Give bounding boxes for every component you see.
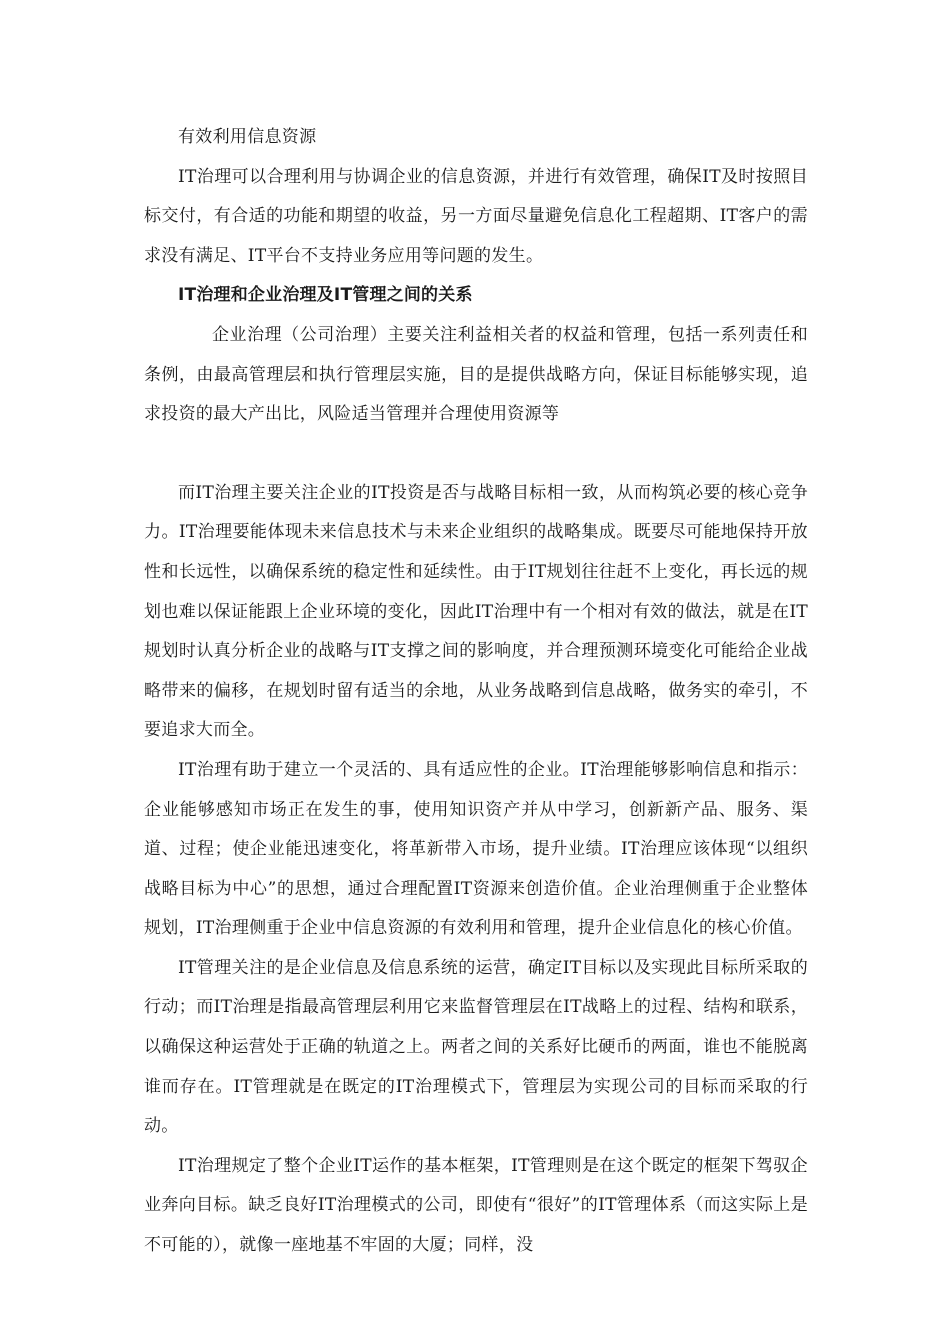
section-subtitle: 有效利用信息资源 — [178, 127, 317, 147]
paragraph-4: IT治理有助于建立一个灵活的、具有适应性的企业。IT治理能够影响信息和指示：企业能够感知市场正在发生的事，使用知识资产并从中学习，创新新产品、服务、渠道、过程；使企业能迅速变化，将革新带入市场，提升业绩。IT治理应该体现“以组织战略目标为中心”的思想，通过合理配置IT资源来创造价值。企业治理侧重于企业整体规划，IT治理侧重于企业中信息资源的有效利用和管理，提升企业信息化的核心价值。 — [144, 759, 808, 939]
paragraph-2: 企业治理（公司治理）主要关注利益相关者的权益和管理，包括一系列责任和条例，由最高管理层和执行管理层实施，目的是提供战略方向，保证目标能够实现，追求投资的最大产出比，风险适当管理并合理使用资源等 — [144, 324, 808, 425]
paragraph-6: IT治理规定了整个企业IT运作的基本框架，IT管理则是在这个既定的框架下驾驭企业奔向目标。缺乏良好IT治理模式的公司，即使有“很好”的IT管理体系（而这实际上是不可能的），就像一座地基不牢固的大厦；同样，没 — [144, 1155, 808, 1256]
blank-line — [144, 435, 808, 474]
paragraph-5: IT管理关注的是企业信息及信息系统的运营，确定IT目标以及实现此目标所采取的行动；而IT治理是指最高管理层利用它来监督管理层在IT战略上的过程、结构和联系，以确保这种运营处于正确的轨道之上。两者之间的关系好比硬币的两面，谁也不能脱离谁而存在。IT管理就是在既定的IT治理模式下，管理层为实现公司的目标而采取的行动。 — [144, 957, 808, 1137]
paragraph-3: 而IT治理主要关注企业的IT投资是否与战略目标相一致，从而构筑必要的核心竞争力。IT治理要能体现未来信息技术与未来企业组织的战略集成。既要尽可能地保持开放性和长远性，以确保系统的稳定性和延续性。由于IT规划往往赶不上变化，再长远的规划也难以保证能跟上企业环境的变化，因此IT治理中有一个相对有效的做法，就是在IT规划时认真分析企业的战略与IT支撑之间的影响度，并合理预测环境变化可能给企业战略带来的偏移，在规划时留有适当的余地，从业务战略到信息战略，做务实的牵引，不要追求大而全。 — [144, 482, 808, 741]
document-body — [144, 118, 808, 1266]
section-heading: IT治理和企业治理及IT管理之间的关系 — [178, 285, 473, 306]
paragraph-1: IT治理可以合理利用与协调企业的信息资源，并进行有效管理，确保IT及时按照目标交付，有合适的功能和期望的收益，另一方面尽量避免信息化工程超期、IT客户的需求没有满足、IT平台不支持业务应用等问题的发生。 — [144, 166, 808, 266]
